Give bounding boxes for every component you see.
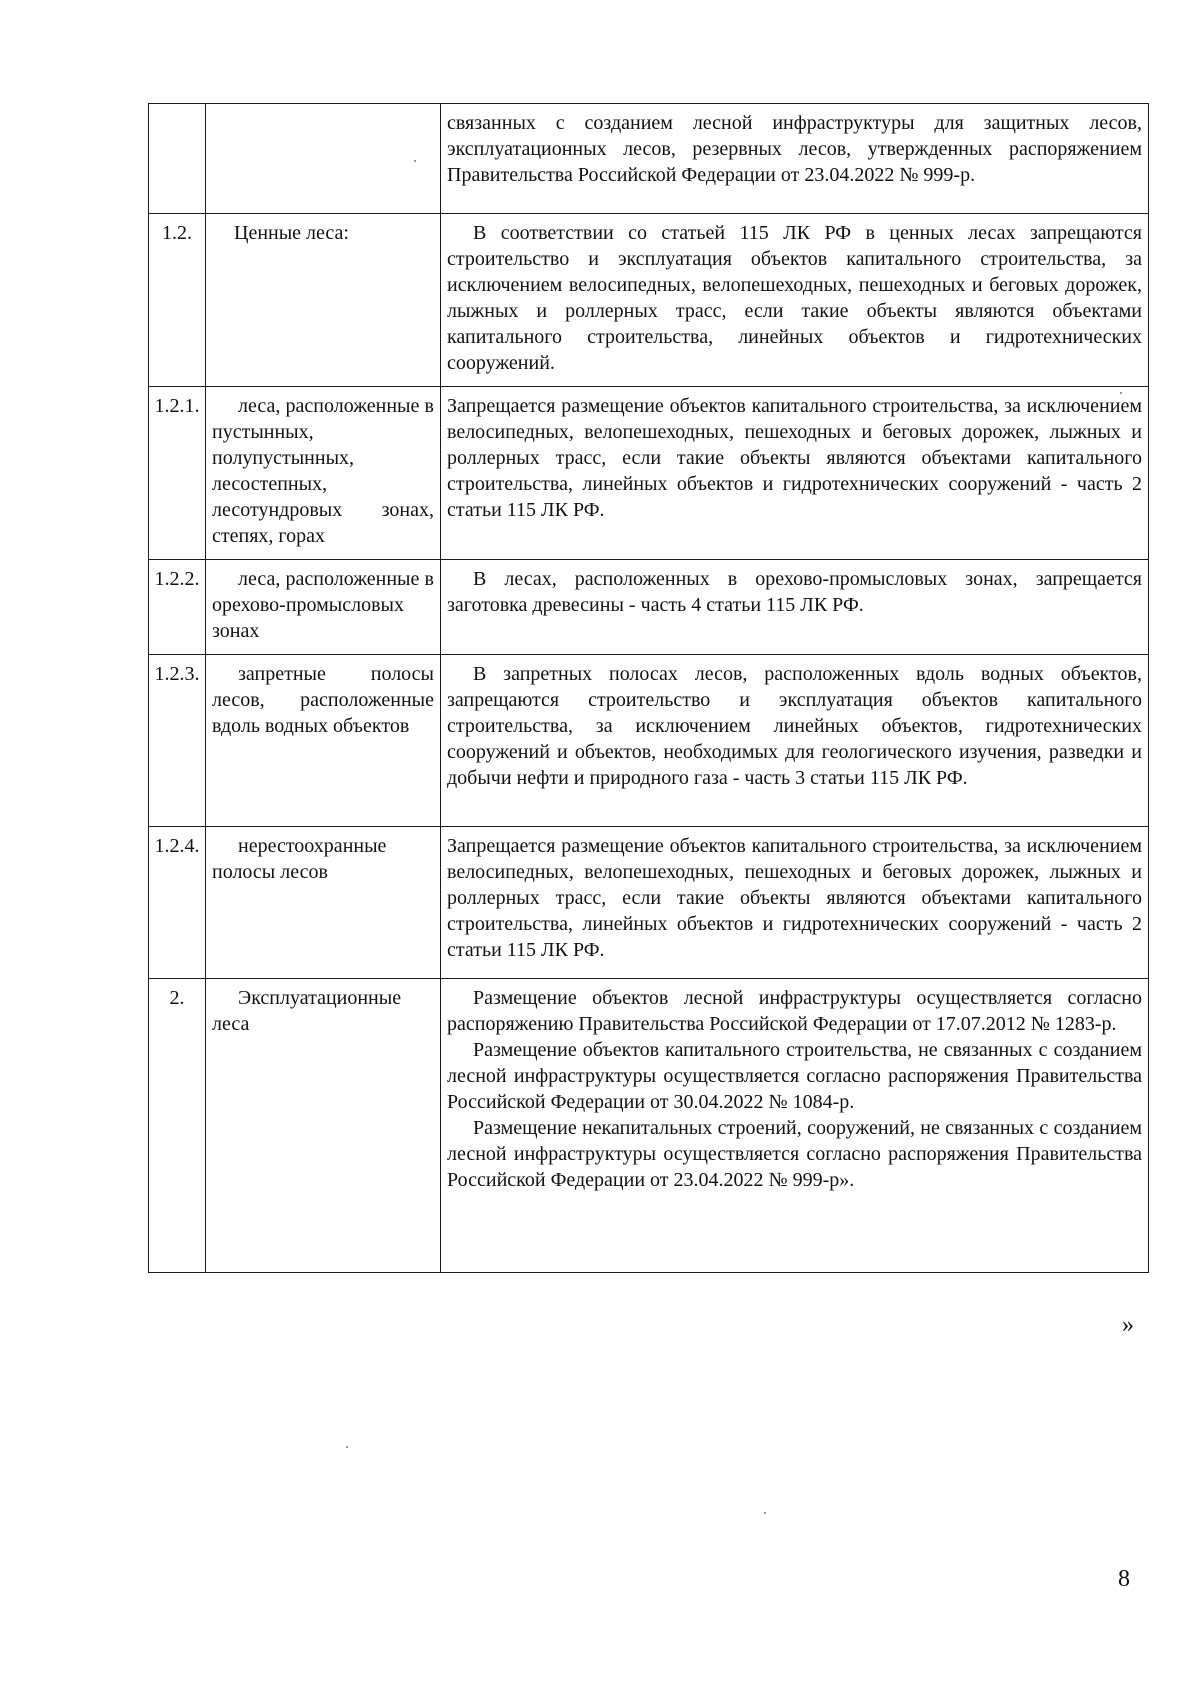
scan-speck <box>764 1512 766 1514</box>
restriction-paragraph: Размещение объектов лесной инфраструктуры осуществляется согласно распоряжению Правительства Российской Федерации от 17.07.2012 № 1283-р. <box>447 987 1142 1035</box>
table-row <box>149 560 1149 655</box>
table-row <box>149 104 1149 214</box>
forest-category: запретные полосы лесов, расположенные вдоль водных объектов <box>206 655 441 827</box>
forest-category: леса, расположенные в орехово-промысловых зонах <box>206 560 441 655</box>
restriction-paragraph: связанных с созданием лесной инфраструктуры для защитных лесов, эксплуатационных лесов, резервных лесов, утвержденных распоряжением Правительства Российской Федерации от 23.04.2022 № 999-р. <box>447 112 1142 186</box>
restriction-text <box>441 387 1149 560</box>
restriction-text <box>441 214 1149 387</box>
row-number: 2. <box>149 979 206 1273</box>
scan-speck <box>414 160 416 162</box>
row-number: 1.2.4. <box>149 827 206 979</box>
restriction-paragraph: Размещение некапитальных строений, сооружений, не связанных с созданием лесной инфраструктуры осуществляется согласно распоряжения Правительства Российской Федерации от 23.04.2022 № 999-р». <box>447 1117 1142 1191</box>
scan-speck <box>346 1446 348 1448</box>
table-row <box>149 655 1149 827</box>
forest-category: леса, расположенные в пустынных, полупустынных, лесостепных, лесотундровых зонах, степях, горах <box>206 387 441 560</box>
table-row <box>149 214 1149 387</box>
document-table <box>148 103 1149 1273</box>
forest-category: нерестоохранные полосы лесов <box>206 827 441 979</box>
table-row <box>149 387 1149 560</box>
restriction-text <box>441 560 1149 655</box>
restriction-paragraph: Запрещается размещение объектов капитального строительства, за исключением велосипедных, велопешеходных, пешеходных и беговых дорожек, лыжных и роллерных трасс, если такие объекты являются объектами капитального строительства, линейных объектов и гидротехнических сооружений - часть 2 статьи 115 ЛК РФ. <box>447 835 1142 961</box>
restriction-paragraph: В соответствии со статьей 115 ЛК РФ в ценных лесах запрещаются строительство и эксплуатация объектов капитального строительства, за исключением велосипедных, велопешеходных, пешеходных и беговых дорожек, лыжных и роллерных трасс, если такие объекты являются объектами капитального строительства, линейных объектов и гидротехнических сооружений. <box>447 222 1142 374</box>
forest-category: Эксплуатационные леса <box>206 979 441 1273</box>
row-number: 1.2. <box>149 214 206 387</box>
forest-category <box>206 104 441 214</box>
table-row <box>149 827 1149 979</box>
row-number: 1.2.1. <box>149 387 206 560</box>
row-number: 1.2.3. <box>149 655 206 827</box>
restriction-text <box>441 104 1149 214</box>
scan-speck <box>1120 392 1122 394</box>
restriction-paragraph: В лесах, расположенных в орехово-промысловых зонах, запрещается заготовка древесины - часть 4 статьи 115 ЛК РФ. <box>447 568 1142 616</box>
restriction-paragraph: Размещение объектов капитального строительства, не связанных с созданием лесной инфраструктуры осуществляется согласно распоряжения Правительства Российской Федерации от 30.04.2022 № 1084-р. <box>447 1039 1142 1113</box>
closing-quote: » <box>1122 1312 1134 1338</box>
restriction-text <box>441 655 1149 827</box>
page-number: 8 <box>1118 1566 1130 1592</box>
restriction-paragraph: В запретных полосах лесов, расположенных вдоль водных объектов, запрещаются строительство и эксплуатация объектов капитального строительства, за исключением линейных объектов, гидротехнических сооружений и объектов, необходимых для геологического изучения, разведки и добычи нефти и природного газа - часть 3 статьи 115 ЛК РФ. <box>447 663 1142 789</box>
table-row <box>149 979 1149 1273</box>
row-number <box>149 104 206 214</box>
forest-category: Ценные леса: <box>206 214 441 387</box>
restriction-paragraph: Запрещается размещение объектов капитального строительства, за исключением велосипедных, велопешеходных, пешеходных и беговых дорожек, лыжных и роллерных трасс, если такие объекты являются объектами капитального строительства, линейных объектов и гидротехнических сооружений - часть 2 статьи 115 ЛК РФ. <box>447 395 1142 521</box>
restriction-text <box>441 979 1149 1273</box>
restriction-text <box>441 827 1149 979</box>
row-number: 1.2.2. <box>149 560 206 655</box>
